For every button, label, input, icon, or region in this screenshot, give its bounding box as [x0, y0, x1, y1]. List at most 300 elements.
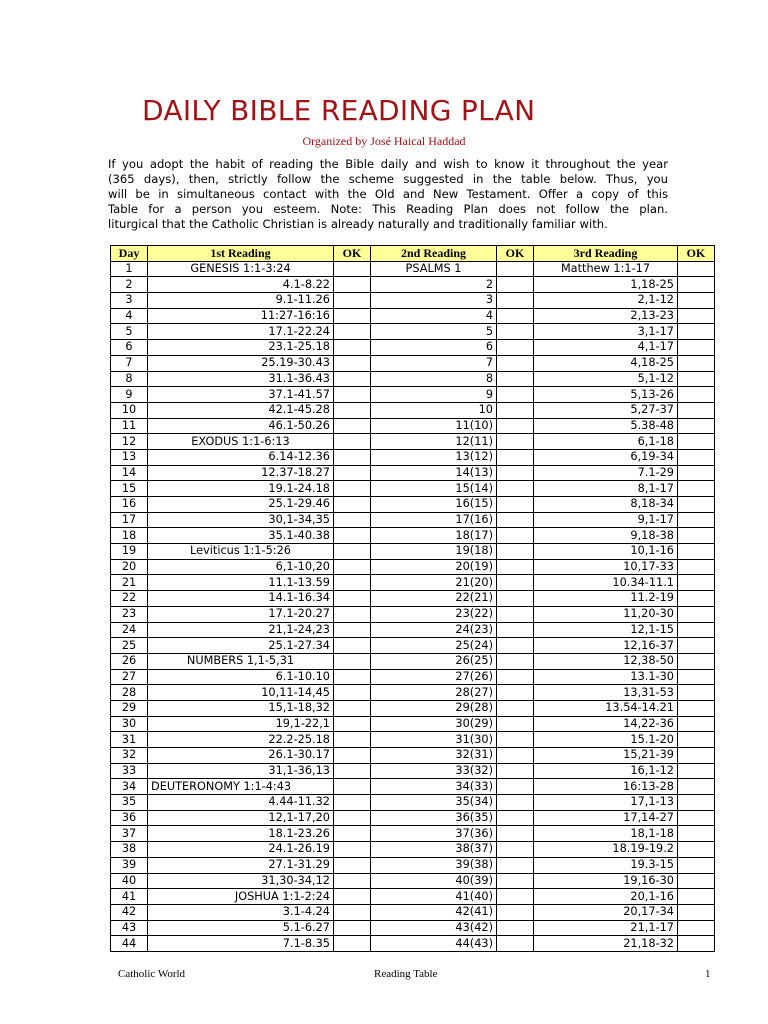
ok-checkbox-cell[interactable] [497, 434, 534, 450]
reading-2-cell: 40(39) [371, 873, 497, 889]
reading-3-cell: 12,16-37 [534, 638, 678, 654]
ok-checkbox-cell[interactable] [334, 465, 371, 481]
reading-3-cell: 9,1-17 [534, 512, 678, 528]
table-row [111, 449, 715, 465]
ok-checkbox-cell[interactable] [678, 700, 715, 716]
reading-3-cell: 2,13-23 [534, 308, 678, 324]
table-row [111, 340, 715, 356]
ok-checkbox-cell[interactable] [497, 387, 534, 403]
ok-checkbox-cell[interactable] [678, 512, 715, 528]
ok-checkbox-cell[interactable] [497, 889, 534, 905]
ok-checkbox-cell[interactable] [678, 873, 715, 889]
day-cell: 14 [111, 465, 148, 481]
table-row [111, 512, 715, 528]
reading-2-cell: 9 [371, 387, 497, 403]
day-cell: 21 [111, 575, 148, 591]
ok-checkbox-cell[interactable] [678, 591, 715, 607]
reading-3-cell: 19,16-30 [534, 873, 678, 889]
ok-checkbox-cell[interactable] [334, 842, 371, 858]
reading-2-cell: 14(13) [371, 465, 497, 481]
reading-3-cell: Matthew 1:1-17 [534, 261, 678, 277]
ok-checkbox-cell[interactable] [334, 418, 371, 434]
ok-checkbox-cell[interactable] [678, 434, 715, 450]
reading-1-cell: NUMBERS 1,1-5,31 [148, 653, 334, 669]
header-1st-reading: 1st Reading [148, 246, 334, 262]
day-cell: 9 [111, 387, 148, 403]
table-row [111, 669, 715, 685]
reading-3-cell: 17,1-13 [534, 795, 678, 811]
intro-line: If you adopt the habit of reading the Bible daily and wish to know it throughout the year [108, 157, 668, 171]
ok-checkbox-cell[interactable] [334, 936, 371, 952]
reading-2-cell: 17(16) [371, 512, 497, 528]
ok-checkbox-cell[interactable] [334, 622, 371, 638]
reading-2-cell: 24(23) [371, 622, 497, 638]
reading-2-cell: 39(38) [371, 857, 497, 873]
reading-3-cell: 9,18-38 [534, 528, 678, 544]
reading-1-cell: 25.1-29.46 [148, 497, 334, 513]
reading-3-cell: 10,1-16 [534, 544, 678, 560]
ok-checkbox-cell[interactable] [334, 716, 371, 732]
ok-checkbox-cell[interactable] [678, 638, 715, 654]
reading-1-cell: 23.1-25.18 [148, 340, 334, 356]
day-cell: 18 [111, 528, 148, 544]
ok-checkbox-cell[interactable] [497, 308, 534, 324]
day-cell: 37 [111, 826, 148, 842]
ok-checkbox-cell[interactable] [678, 528, 715, 544]
reading-1-cell: 31,30-34,12 [148, 873, 334, 889]
ok-checkbox-cell[interactable] [334, 497, 371, 513]
reading-1-cell: 24.1-26.19 [148, 842, 334, 858]
ok-checkbox-cell[interactable] [334, 653, 371, 669]
day-cell: 28 [111, 685, 148, 701]
ok-checkbox-cell[interactable] [334, 575, 371, 591]
intro-line: (365 days), then, strictly follow the scheme suggested in the table below. Thus, you [108, 172, 668, 187]
ok-checkbox-cell[interactable] [497, 606, 534, 622]
ok-checkbox-cell[interactable] [497, 700, 534, 716]
reading-3-cell: 8,18-34 [534, 497, 678, 513]
ok-checkbox-cell[interactable] [334, 277, 371, 293]
reading-1-cell: Leviticus 1:1-5:26 [148, 544, 334, 560]
ok-checkbox-cell[interactable] [497, 449, 534, 465]
reading-2-cell: 8 [371, 371, 497, 387]
day-cell: 34 [111, 779, 148, 795]
ok-checkbox-cell[interactable] [334, 889, 371, 905]
reading-2-cell: 33(32) [371, 763, 497, 779]
reading-3-cell: 19.3-15 [534, 857, 678, 873]
day-cell: 40 [111, 873, 148, 889]
ok-checkbox-cell[interactable] [497, 402, 534, 418]
table-row [111, 293, 715, 309]
ok-checkbox-cell[interactable] [678, 936, 715, 952]
ok-checkbox-cell[interactable] [334, 371, 371, 387]
reading-2-cell: 37(36) [371, 826, 497, 842]
reading-2-cell: 3 [371, 293, 497, 309]
ok-checkbox-cell[interactable] [497, 559, 534, 575]
reading-1-cell: 27.1-31.29 [148, 857, 334, 873]
ok-checkbox-cell[interactable] [334, 826, 371, 842]
ok-checkbox-cell[interactable] [497, 669, 534, 685]
reading-1-cell: 35.1-40.38 [148, 528, 334, 544]
ok-checkbox-cell[interactable] [678, 261, 715, 277]
ok-checkbox-cell[interactable] [334, 293, 371, 309]
ok-checkbox-cell[interactable] [497, 779, 534, 795]
ok-checkbox-cell[interactable] [678, 763, 715, 779]
ok-checkbox-cell[interactable] [678, 418, 715, 434]
ok-checkbox-cell[interactable] [497, 732, 534, 748]
table-row [111, 795, 715, 811]
day-cell: 22 [111, 591, 148, 607]
reading-3-cell: 12,1-15 [534, 622, 678, 638]
ok-checkbox-cell[interactable] [497, 340, 534, 356]
reading-2-cell: 42(41) [371, 904, 497, 920]
ok-checkbox-cell[interactable] [678, 355, 715, 371]
ok-checkbox-cell[interactable] [334, 732, 371, 748]
ok-checkbox-cell[interactable] [678, 842, 715, 858]
reading-3-cell: 2,1-12 [534, 293, 678, 309]
ok-checkbox-cell[interactable] [334, 481, 371, 497]
ok-checkbox-cell[interactable] [497, 528, 534, 544]
reading-1-cell: 4.44-11.32 [148, 795, 334, 811]
day-cell: 6 [111, 340, 148, 356]
ok-checkbox-cell[interactable] [497, 826, 534, 842]
ok-checkbox-cell[interactable] [334, 638, 371, 654]
ok-checkbox-cell[interactable] [497, 481, 534, 497]
table-row [111, 465, 715, 481]
ok-checkbox-cell[interactable] [678, 669, 715, 685]
ok-checkbox-cell[interactable] [497, 324, 534, 340]
reading-2-cell: 25(24) [371, 638, 497, 654]
ok-checkbox-cell[interactable] [678, 324, 715, 340]
ok-checkbox-cell[interactable] [334, 308, 371, 324]
ok-checkbox-cell[interactable] [497, 842, 534, 858]
table-body [111, 261, 715, 951]
reading-3-cell: 7.1-29 [534, 465, 678, 481]
day-cell: 1 [111, 261, 148, 277]
header-2nd-reading: 2nd Reading [371, 246, 497, 262]
reading-1-cell: 11.1-13.59 [148, 575, 334, 591]
ok-checkbox-cell[interactable] [678, 402, 715, 418]
ok-checkbox-cell[interactable] [334, 904, 371, 920]
table-row [111, 842, 715, 858]
ok-checkbox-cell[interactable] [497, 857, 534, 873]
reading-1-cell: 21,1-24,23 [148, 622, 334, 638]
reading-1-cell: 17.1-22.24 [148, 324, 334, 340]
table-row [111, 559, 715, 575]
header-ok: OK [678, 246, 715, 262]
day-cell: 44 [111, 936, 148, 952]
reading-2-cell: 19(18) [371, 544, 497, 560]
ok-checkbox-cell[interactable] [334, 355, 371, 371]
day-cell: 7 [111, 355, 148, 371]
day-cell: 38 [111, 842, 148, 858]
ok-checkbox-cell[interactable] [334, 434, 371, 450]
reading-3-cell: 14,22-36 [534, 716, 678, 732]
reading-2-cell: 31(30) [371, 732, 497, 748]
ok-checkbox-cell[interactable] [334, 700, 371, 716]
day-cell: 41 [111, 889, 148, 905]
ok-checkbox-cell[interactable] [497, 622, 534, 638]
ok-checkbox-cell[interactable] [678, 622, 715, 638]
reading-1-cell: 19,1-22,1 [148, 716, 334, 732]
day-cell: 17 [111, 512, 148, 528]
reading-table [110, 245, 715, 952]
day-cell: 13 [111, 449, 148, 465]
ok-checkbox-cell[interactable] [497, 261, 534, 277]
table-row [111, 324, 715, 340]
ok-checkbox-cell[interactable] [678, 340, 715, 356]
ok-checkbox-cell[interactable] [497, 685, 534, 701]
ok-checkbox-cell[interactable] [334, 559, 371, 575]
reading-3-cell: 21,18-32 [534, 936, 678, 952]
ok-checkbox-cell[interactable] [678, 904, 715, 920]
ok-checkbox-cell[interactable] [497, 277, 534, 293]
ok-checkbox-cell[interactable] [497, 497, 534, 513]
reading-3-cell: 16:13-28 [534, 779, 678, 795]
table-row [111, 904, 715, 920]
day-cell: 24 [111, 622, 148, 638]
ok-checkbox-cell[interactable] [497, 763, 534, 779]
reading-2-cell: 16(15) [371, 497, 497, 513]
ok-checkbox-cell[interactable] [334, 387, 371, 403]
ok-checkbox-cell[interactable] [334, 873, 371, 889]
intro-line: Table for a person you esteem. Note: This Reading Plan does not follow the plan. [108, 202, 668, 217]
ok-checkbox-cell[interactable] [678, 371, 715, 387]
ok-checkbox-cell[interactable] [497, 873, 534, 889]
table-row [111, 873, 715, 889]
table-row [111, 748, 715, 764]
ok-checkbox-cell[interactable] [678, 716, 715, 732]
day-cell: 26 [111, 653, 148, 669]
reading-3-cell: 3,1-17 [534, 324, 678, 340]
ok-checkbox-cell[interactable] [334, 920, 371, 936]
day-cell: 19 [111, 544, 148, 560]
table-row [111, 700, 715, 716]
ok-checkbox-cell[interactable] [334, 402, 371, 418]
ok-checkbox-cell[interactable] [334, 591, 371, 607]
reading-3-cell: 12,38-50 [534, 653, 678, 669]
ok-checkbox-cell[interactable] [497, 544, 534, 560]
ok-checkbox-cell[interactable] [678, 559, 715, 575]
day-cell: 2 [111, 277, 148, 293]
ok-checkbox-cell[interactable] [678, 889, 715, 905]
intro-paragraph [108, 157, 668, 232]
day-cell: 33 [111, 763, 148, 779]
reading-1-cell: GENESIS 1:1-3:24 [148, 261, 334, 277]
reading-3-cell: 20,1-16 [534, 889, 678, 905]
table-row [111, 402, 715, 418]
day-cell: 4 [111, 308, 148, 324]
ok-checkbox-cell[interactable] [678, 575, 715, 591]
reading-1-cell: 25.19-30.43 [148, 355, 334, 371]
ok-checkbox-cell[interactable] [497, 371, 534, 387]
reading-1-cell: 6.14-12.36 [148, 449, 334, 465]
reading-2-cell: 6 [371, 340, 497, 356]
ok-checkbox-cell[interactable] [678, 481, 715, 497]
ok-checkbox-cell[interactable] [334, 669, 371, 685]
ok-checkbox-cell[interactable] [334, 340, 371, 356]
reading-3-cell: 16,1-12 [534, 763, 678, 779]
table-row [111, 857, 715, 873]
reading-1-cell: 12,1-17,20 [148, 810, 334, 826]
day-cell: 5 [111, 324, 148, 340]
ok-checkbox-cell[interactable] [678, 387, 715, 403]
reading-3-cell: 18,1-18 [534, 826, 678, 842]
table-row [111, 653, 715, 669]
reading-3-cell: 21,1-17 [534, 920, 678, 936]
table-row [111, 544, 715, 560]
ok-checkbox-cell[interactable] [497, 904, 534, 920]
reading-3-cell: 5,13-26 [534, 387, 678, 403]
ok-checkbox-cell[interactable] [334, 810, 371, 826]
table-row [111, 779, 715, 795]
ok-checkbox-cell[interactable] [678, 277, 715, 293]
ok-checkbox-cell[interactable] [497, 810, 534, 826]
ok-checkbox-cell[interactable] [678, 293, 715, 309]
table-row [111, 732, 715, 748]
reading-3-cell: 15,21-39 [534, 748, 678, 764]
ok-checkbox-cell[interactable] [334, 779, 371, 795]
ok-checkbox-cell[interactable] [678, 748, 715, 764]
ok-checkbox-cell[interactable] [678, 544, 715, 560]
ok-checkbox-cell[interactable] [497, 575, 534, 591]
reading-1-cell: 9.1-11.26 [148, 293, 334, 309]
reading-1-cell: 42.1-45.28 [148, 402, 334, 418]
ok-checkbox-cell[interactable] [497, 355, 534, 371]
ok-checkbox-cell[interactable] [334, 763, 371, 779]
table-row [111, 261, 715, 277]
reading-2-cell: 15(14) [371, 481, 497, 497]
ok-checkbox-cell[interactable] [334, 544, 371, 560]
ok-checkbox-cell[interactable] [334, 528, 371, 544]
ok-checkbox-cell[interactable] [334, 857, 371, 873]
day-cell: 15 [111, 481, 148, 497]
table-row [111, 355, 715, 371]
ok-checkbox-cell[interactable] [334, 449, 371, 465]
day-cell: 8 [111, 371, 148, 387]
ok-checkbox-cell[interactable] [497, 748, 534, 764]
reading-2-cell: 43(42) [371, 920, 497, 936]
reading-1-cell: 46.1-50.26 [148, 418, 334, 434]
reading-1-cell: 31,1-36,13 [148, 763, 334, 779]
ok-checkbox-cell[interactable] [334, 261, 371, 277]
ok-checkbox-cell[interactable] [678, 465, 715, 481]
day-cell: 42 [111, 904, 148, 920]
ok-checkbox-cell[interactable] [497, 653, 534, 669]
reading-2-cell: 30(29) [371, 716, 497, 732]
ok-checkbox-cell[interactable] [497, 465, 534, 481]
day-cell: 10 [111, 402, 148, 418]
table-row [111, 936, 715, 952]
day-cell: 31 [111, 732, 148, 748]
header-day: Day [111, 246, 148, 262]
reading-2-cell: 32(31) [371, 748, 497, 764]
ok-checkbox-cell[interactable] [678, 653, 715, 669]
ok-checkbox-cell[interactable] [678, 810, 715, 826]
ok-checkbox-cell[interactable] [678, 779, 715, 795]
day-cell: 43 [111, 920, 148, 936]
ok-checkbox-cell[interactable] [678, 497, 715, 513]
ok-checkbox-cell[interactable] [497, 591, 534, 607]
table-row [111, 575, 715, 591]
footer-left: Catholic World [118, 968, 186, 980]
reading-1-cell: JOSHUA 1:1-2:24 [148, 889, 334, 905]
reading-2-cell: 29(28) [371, 700, 497, 716]
ok-checkbox-cell[interactable] [334, 748, 371, 764]
table-row [111, 810, 715, 826]
ok-checkbox-cell[interactable] [497, 638, 534, 654]
ok-checkbox-cell[interactable] [678, 826, 715, 842]
table-row [111, 277, 715, 293]
table-row [111, 622, 715, 638]
ok-checkbox-cell[interactable] [334, 606, 371, 622]
reading-2-cell: 12(11) [371, 434, 497, 450]
reading-1-cell: 22.2-25.18 [148, 732, 334, 748]
reading-3-cell: 5,27-37 [534, 402, 678, 418]
day-cell: 32 [111, 748, 148, 764]
table-row [111, 889, 715, 905]
reading-3-cell: 17,14-27 [534, 810, 678, 826]
ok-checkbox-cell[interactable] [678, 920, 715, 936]
header-3rd-reading: 3rd Reading [534, 246, 678, 262]
table-row [111, 308, 715, 324]
ok-checkbox-cell[interactable] [678, 606, 715, 622]
ok-checkbox-cell[interactable] [497, 418, 534, 434]
ok-checkbox-cell[interactable] [678, 685, 715, 701]
reading-1-cell: 19.1-24.18 [148, 481, 334, 497]
reading-3-cell: 5,1-12 [534, 371, 678, 387]
ok-checkbox-cell[interactable] [678, 857, 715, 873]
ok-checkbox-cell[interactable] [678, 732, 715, 748]
intro-line: will be in simultaneous contact with the Old and New Testament. Offer a copy of this [108, 187, 668, 202]
reading-2-cell: PSALMS 1 [371, 261, 497, 277]
page-title: DAILY BIBLE READING PLAN [142, 94, 536, 127]
ok-checkbox-cell[interactable] [497, 920, 534, 936]
ok-checkbox-cell[interactable] [678, 308, 715, 324]
reading-1-cell: 7.1-8.35 [148, 936, 334, 952]
table-row [111, 826, 715, 842]
ok-checkbox-cell[interactable] [334, 324, 371, 340]
reading-2-cell: 10 [371, 402, 497, 418]
table-row [111, 591, 715, 607]
ok-checkbox-cell[interactable] [497, 795, 534, 811]
table-row [111, 528, 715, 544]
reading-1-cell: 31.1-36.43 [148, 371, 334, 387]
ok-checkbox-cell[interactable] [497, 936, 534, 952]
reading-3-cell: 13,31-53 [534, 685, 678, 701]
intro-line: liturgical that the Catholic Christian is already naturally and traditionally familiar with. [108, 217, 608, 232]
reading-2-cell: 28(27) [371, 685, 497, 701]
reading-3-cell: 13.54-14.21 [534, 700, 678, 716]
reading-1-cell: 3.1-4.24 [148, 904, 334, 920]
ok-checkbox-cell[interactable] [678, 449, 715, 465]
reading-3-cell: 5.38-48 [534, 418, 678, 434]
ok-checkbox-cell[interactable] [678, 795, 715, 811]
ok-checkbox-cell[interactable] [334, 512, 371, 528]
reading-2-cell: 41(40) [371, 889, 497, 905]
table-row [111, 418, 715, 434]
ok-checkbox-cell[interactable] [334, 685, 371, 701]
table-row [111, 481, 715, 497]
ok-checkbox-cell[interactable] [497, 293, 534, 309]
reading-1-cell: 6,1-10,20 [148, 559, 334, 575]
ok-checkbox-cell[interactable] [497, 716, 534, 732]
reading-2-cell: 4 [371, 308, 497, 324]
ok-checkbox-cell[interactable] [497, 512, 534, 528]
reading-3-cell: 10.34-11.1 [534, 575, 678, 591]
ok-checkbox-cell[interactable] [334, 795, 371, 811]
reading-2-cell: 34(33) [371, 779, 497, 795]
reading-2-cell: 18(17) [371, 528, 497, 544]
